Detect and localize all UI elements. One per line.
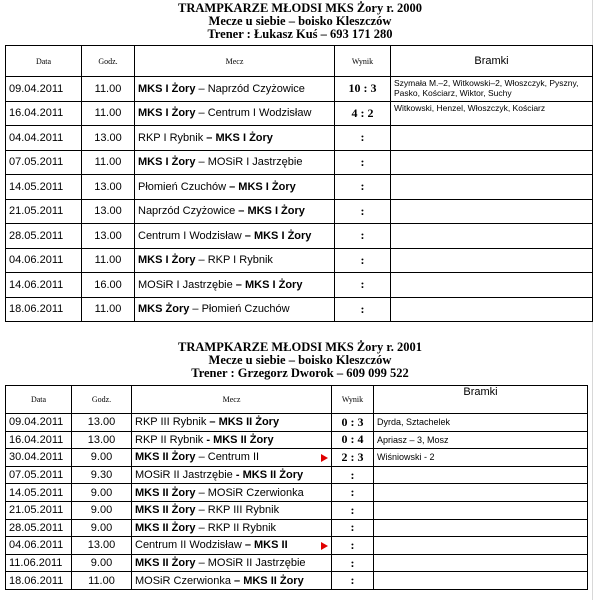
team1-table-body [6,77,593,322]
match-date: 14.05.2011 [6,175,82,200]
match-teams [132,519,332,537]
red-triangle-marker-icon [321,542,328,550]
match-teams [135,297,335,322]
match-result: : [332,501,374,519]
match-time: 16.00 [82,273,135,298]
match-teams [132,466,332,484]
match-result: : [335,175,391,200]
match-date: 09.04.2011 [6,414,72,432]
match-date: 21.05.2011 [6,501,72,519]
team-separator: – [189,303,202,316]
match-time: 13.00 [82,199,135,224]
match-time: 9.00 [72,554,132,572]
match-teams [135,77,335,102]
team1-header [0,2,600,41]
goal-scorers [374,519,588,537]
away-team: Centrum I Wodzisław [207,107,312,120]
red-triangle-marker-icon [321,454,328,462]
match-result: : [335,126,391,151]
team-separator: – [241,539,255,552]
team1-schedule-table [5,45,593,322]
goals-header: Bramki [391,46,593,77]
away-team: MOSiR II Jastrzębie [207,557,306,570]
match-teams [132,431,332,449]
home-team: MKS II Żory [135,486,196,499]
home-team: MOSiR I Jastrzębie [138,278,233,291]
table-row [6,537,588,555]
time-header: Godz. [72,386,132,414]
team1-table-header-row [6,46,593,77]
team2-table-header-row [6,386,588,414]
home-team: MKS I Żory [138,107,196,120]
team-separator: – [195,107,208,120]
match-date: 30.04.2011 [6,449,72,467]
table-row [6,466,588,484]
match-teams [135,150,335,175]
home-team: MKS Żory [138,303,190,316]
goal-scorers: Apriasz – 3, Mosz [374,431,588,449]
table-row [6,414,588,432]
goal-scorers [391,199,593,224]
team1-title: TRAMPKARZE MŁODSI MKS Żory r. 2000 [178,1,422,15]
match-time: 11.00 [82,77,135,102]
match-result: : [332,537,374,555]
team2-table-body [6,414,588,590]
match-date: 14.06.2011 [6,273,82,298]
match-header: Mecz [135,46,335,77]
match-teams [135,224,335,249]
table-row [6,77,593,102]
home-team: Płomień Czuchów [138,180,227,193]
match-time: 9.30 [72,466,132,484]
match-time: 9.00 [72,501,132,519]
match-time: 9.00 [72,449,132,467]
team-separator: – [195,486,208,499]
home-team: Naprzód Czyżowice [138,205,236,218]
match-date: 07.05.2011 [6,466,72,484]
team2-coach: Trener : Grzegorz Dworok – 609 099 522 [191,366,409,380]
match-date: 18.06.2011 [6,572,72,590]
away-team: MKS I Żory [215,131,273,144]
away-team: MOSiR I Jastrzębie [207,156,303,169]
match-result: : [335,273,391,298]
match-teams [135,101,335,126]
match-date: 28.05.2011 [6,224,82,249]
team-separator: – [232,278,245,291]
table-row [6,101,593,126]
table-row [6,554,588,572]
team2-schedule-table [5,385,588,590]
home-team: RKP II Rybnik [135,433,204,446]
table-row [6,199,593,224]
team2-title: TRAMPKARZE MŁODSI MKS Żory r. 2001 [178,340,422,354]
table-row [6,297,593,322]
goal-scorers [391,175,593,200]
team-separator: – [195,451,208,464]
goal-scorers [391,126,593,151]
team-separator: – [195,254,208,267]
team-separator: – [195,521,208,534]
away-team: MKS I Żory [238,180,296,193]
away-team: RKP I Rybnik [207,254,273,267]
match-time: 11.00 [82,150,135,175]
home-team: MKS I Żory [138,254,196,267]
time-header: Godz. [82,46,135,77]
home-team: MKS II Żory [135,504,196,517]
home-team: MKS I Żory [138,156,196,169]
away-team: MKS II Żory [218,416,280,429]
goals-header: Bramki [374,386,588,414]
match-time: 13.00 [72,414,132,432]
team-separator: – [241,229,254,242]
match-teams [132,572,332,590]
match-result: : [335,224,391,249]
table-row [6,126,593,151]
away-team: MKS I Żory [253,229,312,242]
match-result: : [332,484,374,502]
match-date: 28.05.2011 [6,519,72,537]
home-team: MKS II Żory [135,451,196,464]
result-header: Wynik [335,46,391,77]
away-team: Centrum II [207,451,260,464]
team2-subtitle: Mecze u siebie – boisko Kleszczów [208,353,392,367]
match-date: 04.04.2011 [6,126,82,151]
goal-scorers [374,572,588,590]
team-separator: – [203,131,216,144]
match-time: 11.00 [82,101,135,126]
match-time: 11.00 [82,248,135,273]
match-teams [132,501,332,519]
result-header: Wynik [332,386,374,414]
match-date: 04.06.2011 [6,537,72,555]
table-row [6,175,593,200]
match-teams [135,248,335,273]
match-teams [132,414,332,432]
match-date: 04.06.2011 [6,248,82,273]
match-date: 16.04.2011 [6,431,72,449]
home-team: RKP I Rybnik [138,131,204,144]
match-teams [132,449,332,467]
match-time: 11.00 [72,572,132,590]
goal-scorers: Witkowski, Henzel, Włoszczyk, Kościarz [391,101,593,126]
match-teams [132,484,332,502]
match-date: 09.04.2011 [6,77,82,102]
match-date: 16.04.2011 [6,101,82,126]
match-result: : [335,150,391,175]
match-time: 9.00 [72,519,132,537]
table-row [6,484,588,502]
table-row [6,248,593,273]
home-team: MOSiR Czerwionka [135,574,231,587]
match-result: 4 : 2 [335,101,391,126]
team1-coach: Trener : Łukasz Kuś – 693 171 280 [207,27,393,41]
match-header: Mecz [132,386,332,414]
table-row [6,273,593,298]
match-result: : [332,572,374,590]
team-separator: – [235,205,248,218]
goal-scorers [391,248,593,273]
home-team: MKS I Żory [138,82,196,95]
away-team: Płomień Czuchów [201,303,290,316]
match-teams [135,273,335,298]
team1-subtitle: Mecze u siebie – boisko Kleszczów [208,14,392,28]
match-time: 11.00 [82,297,135,322]
match-result: : [335,248,391,273]
team2-header [0,341,600,380]
team-separator: – [195,557,208,570]
goal-scorers [391,150,593,175]
table-row [6,449,588,467]
table-row [6,572,588,590]
goal-scorers: Dyrda, Sztachelek [374,414,588,432]
away-team: Naprzód Czyżowice [207,82,305,95]
table-row [6,519,588,537]
match-result: 2 : 3 [332,449,374,467]
goal-scorers [391,297,593,322]
match-result: 10 : 3 [335,77,391,102]
match-teams [132,537,332,555]
away-team: MOSiR Czerwionka [207,486,304,499]
team-separator: – [230,574,244,587]
home-team: MKS II Żory [135,557,196,570]
match-date: 11.06.2011 [6,554,72,572]
match-result: : [332,519,374,537]
table-row [6,150,593,175]
match-teams [135,199,335,224]
match-date: 14.05.2011 [6,484,72,502]
date-header: Data [6,386,72,414]
match-time: 13.00 [82,224,135,249]
away-team: RKP III Rybnik [207,504,280,517]
match-date: 21.05.2011 [6,199,82,224]
team-separator: – [195,156,208,169]
match-time: 13.00 [82,175,135,200]
match-result: 0 : 4 [332,431,374,449]
match-result: : [332,554,374,572]
goal-scorers [374,554,588,572]
goal-scorers [374,466,588,484]
away-team: MKS II [254,539,288,552]
team-separator: - [203,433,214,446]
goal-scorers [374,484,588,502]
goal-scorers: Wiśniowski - 2 [374,449,588,467]
match-date: 18.06.2011 [6,297,82,322]
match-result: : [332,466,374,484]
match-result: : [335,199,391,224]
match-date: 07.05.2011 [6,150,82,175]
match-teams [135,126,335,151]
away-team: MKS II Żory [243,574,304,587]
goal-scorers: Szymała M.–2, Witkowski–2, Włoszczyk, Pyszny, Pasko, Kościarz, Wiktor, Suchy [391,77,593,102]
match-time: 13.00 [72,537,132,555]
away-team: MKS II Żory [242,469,304,482]
goal-scorers [374,537,588,555]
match-time: 13.00 [82,126,135,151]
match-time: 9.00 [72,484,132,502]
date-header: Data [6,46,82,77]
away-team: MKS I Żory [247,205,305,218]
team-separator: – [195,82,208,95]
goal-scorers [374,501,588,519]
table-row [6,431,588,449]
home-team: RKP III Rybnik [135,416,207,429]
goal-scorers [391,273,593,298]
table-row [6,501,588,519]
match-result: 0 : 3 [332,414,374,432]
match-teams [132,554,332,572]
away-team: MKS I Żory [244,278,303,291]
goal-scorers [391,224,593,249]
team-separator: – [226,180,239,193]
home-team: Centrum I Wodzisław [138,229,242,242]
match-time: 13.00 [72,431,132,449]
table-row [6,224,593,249]
team-separator: – [206,416,219,429]
team-separator: – [195,504,208,517]
home-team: Centrum II Wodzisław [135,539,242,552]
away-team: RKP II Rybnik [207,521,277,534]
away-team: MKS II Żory [213,433,274,446]
match-result: : [335,297,391,322]
team-separator: - [232,469,243,482]
home-team: MOSiR II Jastrzębie [135,469,233,482]
match-teams [135,175,335,200]
home-team: MKS II Żory [135,521,196,534]
